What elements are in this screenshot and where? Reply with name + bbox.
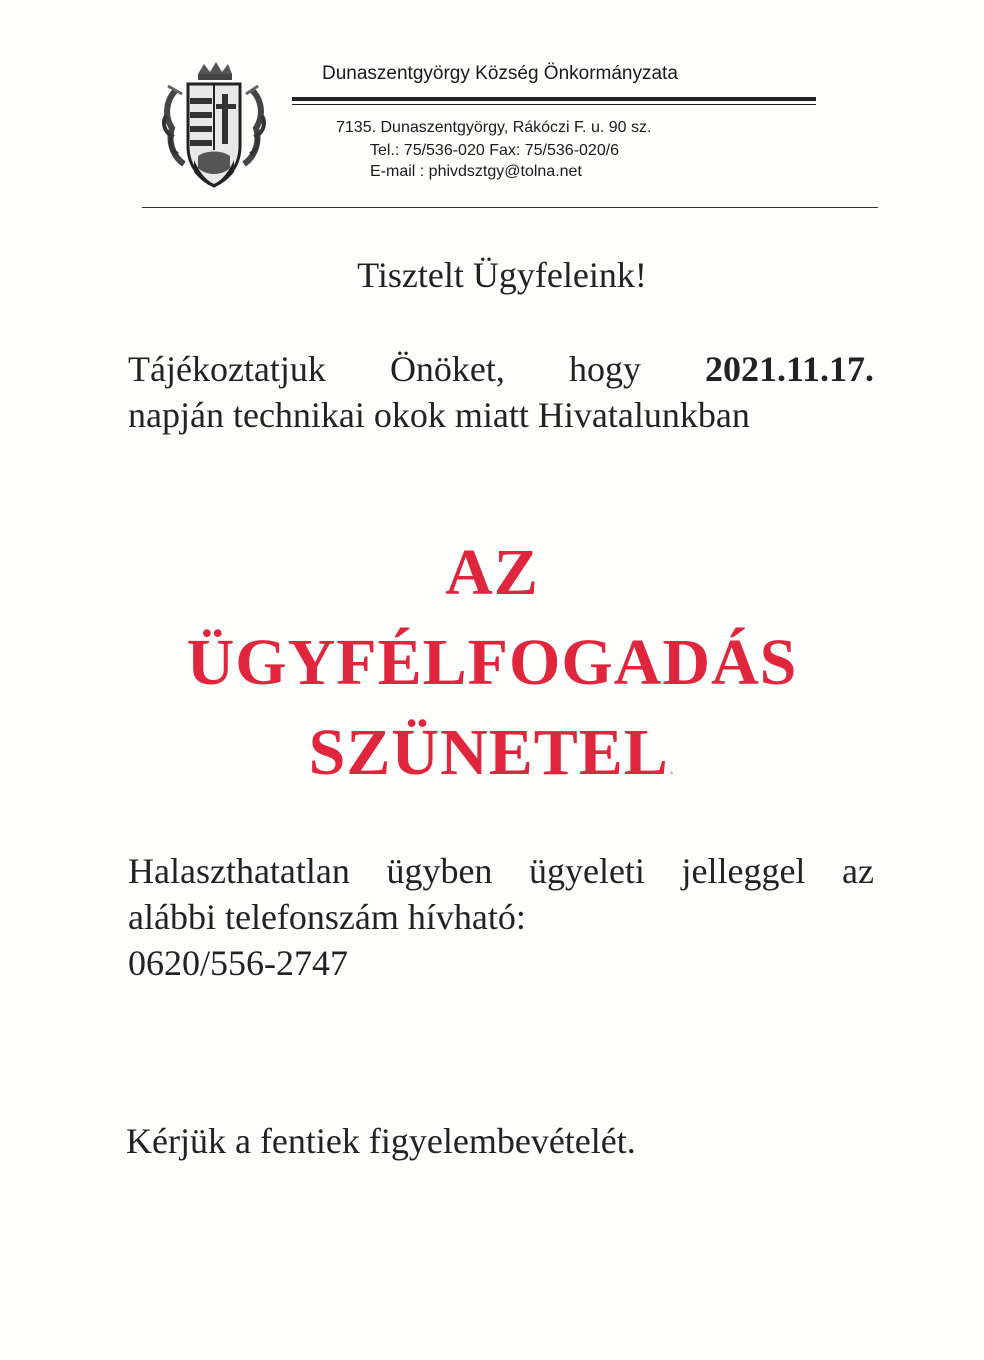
organization-name: Dunaszentgyörgy Község Önkormányzata [322, 63, 678, 84]
emergency-word: ügyben [386, 851, 493, 891]
notice-line-2: napján technikai okok miatt Hivatalunkban [128, 395, 750, 435]
emergency-word: jelleggel [681, 851, 806, 891]
headline-line-3-text: SZÜNETEL [308, 716, 669, 789]
headline-trailing-dot: . [668, 754, 676, 779]
emergency-word: ügyeleti [528, 851, 645, 891]
headline-line-2: ÜGYFÉLFOGADÁS [186, 626, 798, 699]
headline-line-3 [0, 708, 984, 812]
emergency-word: Halaszthatatlan [128, 851, 350, 891]
emergency-phone: 0620/556-2747 [128, 943, 348, 983]
emergency-word: az [841, 851, 874, 891]
email-address: E-mail : phivdsztgy@tolna.net [370, 163, 582, 180]
notice-word: Önöket, [389, 349, 505, 389]
closure-headline [0, 528, 984, 812]
header-rule-thick [292, 97, 816, 101]
coat-of-arms-icon [158, 60, 270, 190]
postal-address: 7135. Dunaszentgyörgy, Rákóczi F. u. 90 sz. [336, 119, 652, 136]
emergency-line-2: alábbi telefonszám hívható: [128, 897, 526, 937]
header-rule-thin [292, 104, 816, 105]
closure-date: 2021.11.17. [704, 349, 874, 389]
notice-line-1 [128, 346, 874, 392]
emergency-paragraph [128, 848, 874, 986]
greeting: Tisztelt Ügyfeleink! [357, 255, 647, 295]
emergency-line-1 [128, 848, 874, 894]
headline-line-1: AZ [445, 536, 539, 609]
phone-fax: Tel.: 75/536-020 Fax: 75/536-020/6 [370, 142, 620, 159]
notice-paragraph [128, 346, 874, 438]
letterhead-divider [142, 207, 878, 208]
closing-line: Kérjük a fentiek figyelembevételét. [126, 1121, 636, 1161]
notice-word: hogy [568, 349, 641, 389]
notice-word: Tájékoztatjuk [128, 349, 326, 389]
